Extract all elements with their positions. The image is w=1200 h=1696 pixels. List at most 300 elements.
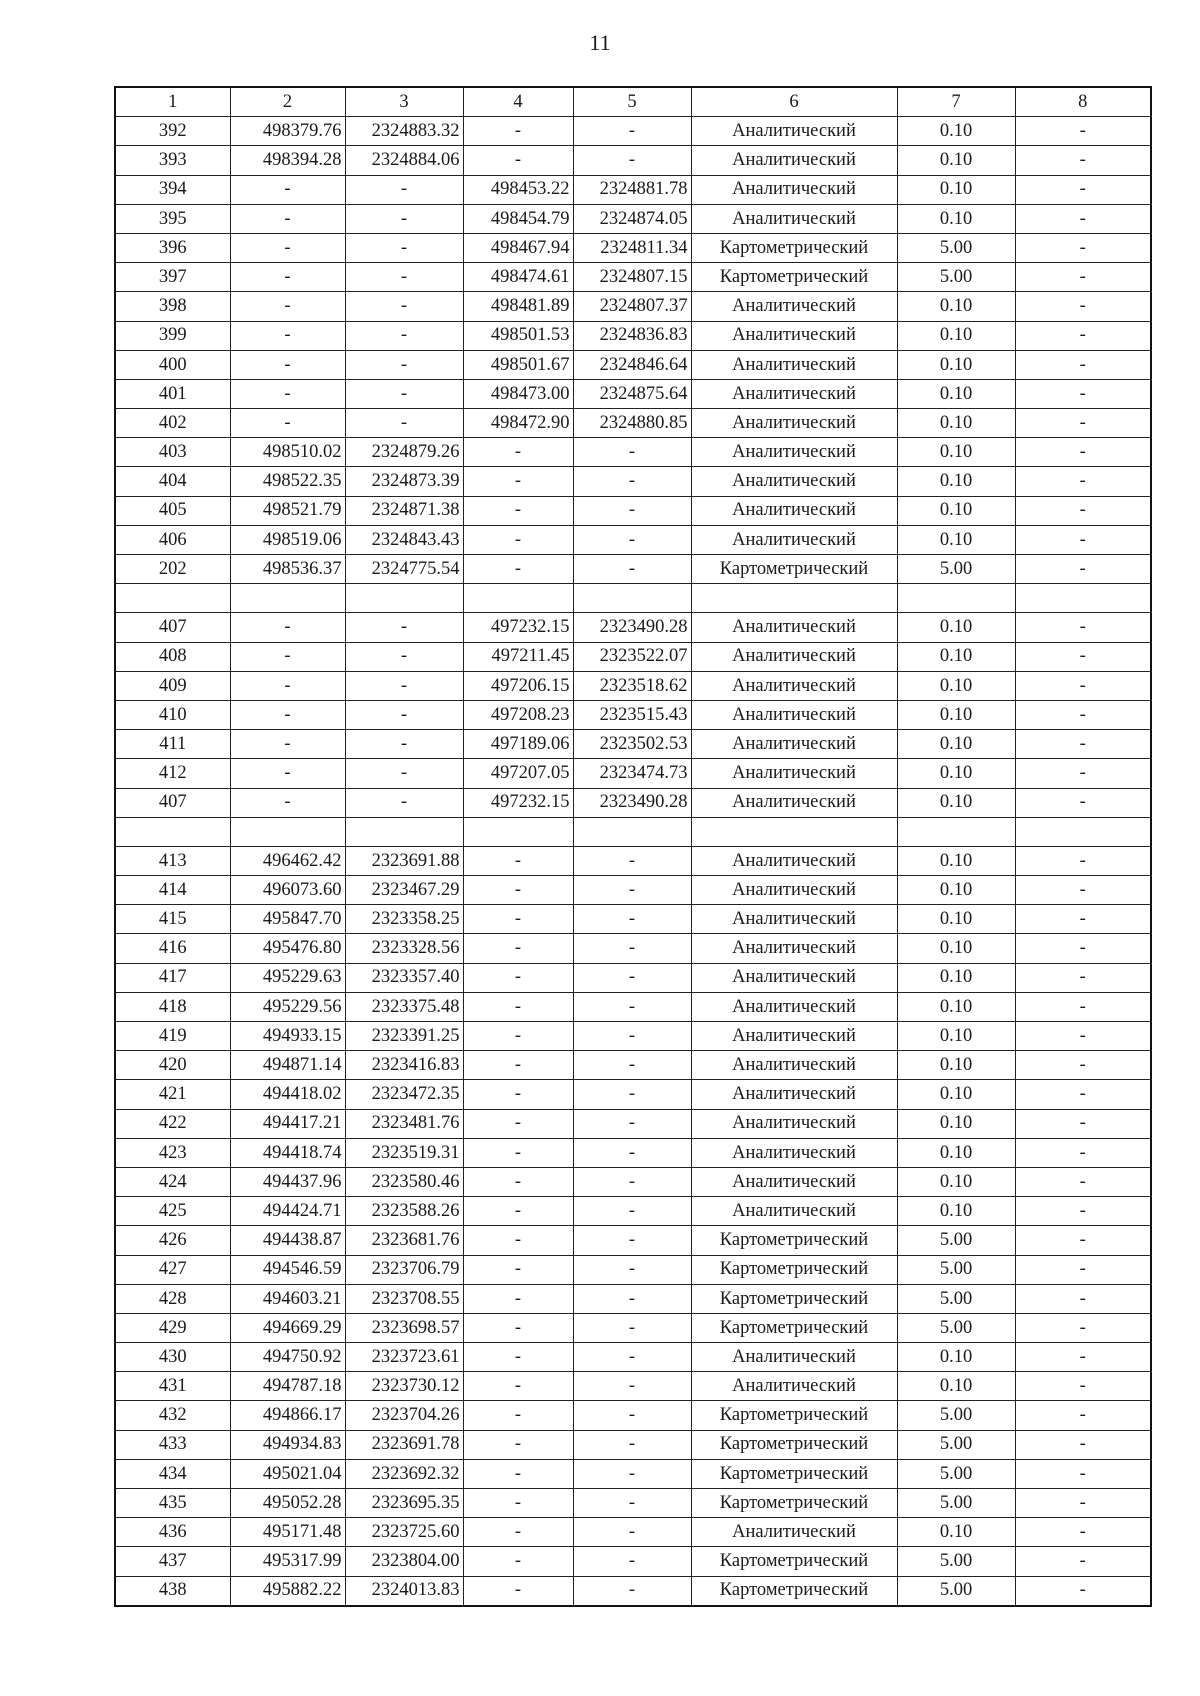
cell-x-coord-existing: 495317.99 (230, 1547, 345, 1576)
cell-accuracy (897, 584, 1015, 613)
cell-x-coord-new: - (463, 876, 573, 905)
cell-method: Аналитический (691, 438, 897, 467)
cell-description: - (1015, 1547, 1151, 1576)
cell-y-coord-existing: 2323730.12 (345, 1372, 463, 1401)
cell-x-coord-new: - (463, 525, 573, 554)
cell-description: - (1015, 730, 1151, 759)
cell-y-coord-new: - (573, 438, 691, 467)
cell-accuracy: 0.10 (897, 642, 1015, 671)
table-row (115, 1430, 1151, 1459)
cell-description: - (1015, 1518, 1151, 1547)
cell-method: Аналитический (691, 204, 897, 233)
table-row (115, 613, 1151, 642)
cell-x-coord-existing: 498521.79 (230, 496, 345, 525)
cell-x-coord-existing: 494418.02 (230, 1080, 345, 1109)
cell-accuracy: 0.10 (897, 905, 1015, 934)
cell-point-number: 418 (115, 992, 230, 1021)
table-row (115, 467, 1151, 496)
cell-y-coord-new: 2323515.43 (573, 700, 691, 729)
cell-x-coord-existing: - (230, 788, 345, 817)
cell-point-number: 395 (115, 204, 230, 233)
table-row (115, 788, 1151, 817)
cell-description: - (1015, 146, 1151, 175)
cell-point-number: 202 (115, 555, 230, 584)
cell-accuracy: 0.10 (897, 613, 1015, 642)
cell-y-coord-existing: 2324871.38 (345, 496, 463, 525)
cell-description: - (1015, 1576, 1151, 1606)
table-row (115, 292, 1151, 321)
cell-accuracy: 0.10 (897, 496, 1015, 525)
cell-y-coord-existing: - (345, 233, 463, 262)
cell-x-coord-existing: 495847.70 (230, 905, 345, 934)
cell-x-coord-existing: 494417.21 (230, 1109, 345, 1138)
cell-accuracy: 0.10 (897, 1518, 1015, 1547)
cell-point-number: 406 (115, 525, 230, 554)
cell-description: - (1015, 671, 1151, 700)
cell-y-coord-new: - (573, 1313, 691, 1342)
table-row (115, 233, 1151, 262)
cell-point-number: 415 (115, 905, 230, 934)
cell-x-coord-new (463, 817, 573, 846)
cell-y-coord-new: 2324807.15 (573, 263, 691, 292)
cell-description: - (1015, 788, 1151, 817)
cell-x-coord-new (463, 584, 573, 613)
cell-y-coord-existing: - (345, 379, 463, 408)
table-body (115, 87, 1151, 1606)
cell-point-number: 430 (115, 1343, 230, 1372)
cell-method: Картометрический (691, 1401, 897, 1430)
cell-y-coord-existing: 2324879.26 (345, 438, 463, 467)
cell-y-coord-new: - (573, 963, 691, 992)
cell-y-coord-existing (345, 584, 463, 613)
cell-method: Аналитический (691, 1167, 897, 1196)
cell-description: - (1015, 1022, 1151, 1051)
cell-accuracy: 0.10 (897, 671, 1015, 700)
table-row (115, 1313, 1151, 1342)
cell-x-coord-new: - (463, 1343, 573, 1372)
cell-x-coord-existing: 498379.76 (230, 117, 345, 146)
cell-accuracy: 0.10 (897, 1138, 1015, 1167)
cell-x-coord-existing: - (230, 613, 345, 642)
cell-method: Аналитический (691, 700, 897, 729)
cell-x-coord-new: - (463, 1459, 573, 1488)
cell-method: Картометрический (691, 1430, 897, 1459)
cell-method: Аналитический (691, 846, 897, 875)
cell-y-coord-new: - (573, 1372, 691, 1401)
cell-method: Картометрический (691, 1459, 897, 1488)
cell-x-coord-existing: - (230, 175, 345, 204)
cell-description (1015, 584, 1151, 613)
cell-x-coord-existing: - (230, 233, 345, 262)
cell-x-coord-existing: 494933.15 (230, 1022, 345, 1051)
cell-description: - (1015, 1255, 1151, 1284)
cell-accuracy: 0.10 (897, 1022, 1015, 1051)
cell-y-coord-new: - (573, 846, 691, 875)
cell-description: - (1015, 1080, 1151, 1109)
cell-accuracy: 0.10 (897, 438, 1015, 467)
cell-y-coord-existing: 2324884.06 (345, 146, 463, 175)
cell-y-coord-existing: - (345, 204, 463, 233)
cell-y-coord-existing: 2323691.78 (345, 1430, 463, 1459)
cell-description: - (1015, 1313, 1151, 1342)
cell-description: - (1015, 1430, 1151, 1459)
cell-description: - (1015, 409, 1151, 438)
cell-x-coord-new: - (463, 1255, 573, 1284)
cell-point-number: 404 (115, 467, 230, 496)
cell-point-number: 400 (115, 350, 230, 379)
cell-y-coord-new: - (573, 876, 691, 905)
cell-x-coord-existing: 495229.56 (230, 992, 345, 1021)
cell-method: Картометрический (691, 1547, 897, 1576)
cell-accuracy: 0.10 (897, 175, 1015, 204)
cell-point-number: 412 (115, 759, 230, 788)
cell-accuracy: 0.10 (897, 876, 1015, 905)
cell-accuracy: 0.10 (897, 525, 1015, 554)
cell-description: - (1015, 1343, 1151, 1372)
cell-x-coord-new: - (463, 1167, 573, 1196)
cell-accuracy: 0.10 (897, 788, 1015, 817)
cell-x-coord-existing: 498536.37 (230, 555, 345, 584)
cell-point-number: 428 (115, 1284, 230, 1313)
cell-x-coord-existing: 494424.71 (230, 1197, 345, 1226)
cell-accuracy: 0.10 (897, 117, 1015, 146)
cell-point-number: 413 (115, 846, 230, 875)
cell-x-coord-existing: 494603.21 (230, 1284, 345, 1313)
cell-accuracy: 5.00 (897, 1459, 1015, 1488)
cell-point-number: 426 (115, 1226, 230, 1255)
cell-x-coord-existing: 494934.83 (230, 1430, 345, 1459)
cell-accuracy: 5.00 (897, 1547, 1015, 1576)
cell-method: Аналитический (691, 1197, 897, 1226)
cell-y-coord-existing: 2324843.43 (345, 525, 463, 554)
cell-description: - (1015, 555, 1151, 584)
cell-y-coord-existing: - (345, 613, 463, 642)
table-row (115, 1197, 1151, 1226)
cell-point-number: 433 (115, 1430, 230, 1459)
cell-accuracy (897, 817, 1015, 846)
table-row (115, 1022, 1151, 1051)
cell-y-coord-existing: 2324873.39 (345, 467, 463, 496)
cell-y-coord-new: 2324811.34 (573, 233, 691, 262)
cell-point-number: 431 (115, 1372, 230, 1401)
column-header-x-coord-existing: 2 (230, 87, 345, 117)
cell-y-coord-new: 2323518.62 (573, 671, 691, 700)
cell-y-coord-existing: 2323467.29 (345, 876, 463, 905)
cell-y-coord-existing: - (345, 350, 463, 379)
cell-y-coord-existing: 2323328.56 (345, 934, 463, 963)
cell-y-coord-existing: - (345, 292, 463, 321)
cell-x-coord-existing: - (230, 700, 345, 729)
cell-x-coord-existing: - (230, 642, 345, 671)
cell-x-coord-new: - (463, 1372, 573, 1401)
table-separator-row (115, 584, 1151, 613)
cell-point-number: 399 (115, 321, 230, 350)
cell-y-coord-existing: - (345, 788, 463, 817)
cell-description: - (1015, 1109, 1151, 1138)
cell-method: Картометрический (691, 555, 897, 584)
cell-y-coord-existing: 2323725.60 (345, 1518, 463, 1547)
cell-y-coord-new: 2324881.78 (573, 175, 691, 204)
cell-x-coord-new: - (463, 934, 573, 963)
cell-y-coord-existing: 2323481.76 (345, 1109, 463, 1138)
cell-point-number: 403 (115, 438, 230, 467)
cell-x-coord-existing: 498519.06 (230, 525, 345, 554)
cell-point-number: 434 (115, 1459, 230, 1488)
cell-x-coord-existing: 494438.87 (230, 1226, 345, 1255)
table-row (115, 263, 1151, 292)
cell-y-coord-new: - (573, 1430, 691, 1459)
cell-y-coord-existing: 2323588.26 (345, 1197, 463, 1226)
cell-x-coord-new: - (463, 117, 573, 146)
cell-description: - (1015, 117, 1151, 146)
table-row (115, 1343, 1151, 1372)
cell-point-number: 432 (115, 1401, 230, 1430)
cell-x-coord-new: - (463, 146, 573, 175)
table-row (115, 1226, 1151, 1255)
table-row (115, 175, 1151, 204)
cell-point-number: 422 (115, 1109, 230, 1138)
cell-x-coord-new: - (463, 905, 573, 934)
cell-point-number: 438 (115, 1576, 230, 1606)
cell-y-coord-new: - (573, 1459, 691, 1488)
cell-description: - (1015, 846, 1151, 875)
cell-x-coord-existing: 495021.04 (230, 1459, 345, 1488)
cell-x-coord-existing: 495476.80 (230, 934, 345, 963)
cell-y-coord-existing: 2323704.26 (345, 1401, 463, 1430)
cell-method: Аналитический (691, 642, 897, 671)
cell-x-coord-new: 498453.22 (463, 175, 573, 204)
cell-x-coord-new: - (463, 846, 573, 875)
cell-description: - (1015, 379, 1151, 408)
cell-point-number: 393 (115, 146, 230, 175)
cell-point-number: 397 (115, 263, 230, 292)
cell-method: Аналитический (691, 759, 897, 788)
cell-method: Аналитический (691, 1518, 897, 1547)
cell-accuracy: 5.00 (897, 1284, 1015, 1313)
cell-x-coord-existing: 498522.35 (230, 467, 345, 496)
cell-point-number: 408 (115, 642, 230, 671)
cell-method: Аналитический (691, 292, 897, 321)
cell-accuracy: 0.10 (897, 409, 1015, 438)
cell-x-coord-existing: - (230, 671, 345, 700)
cell-x-coord-new: - (463, 1051, 573, 1080)
cell-point-number: 394 (115, 175, 230, 204)
cell-point-number: 405 (115, 496, 230, 525)
cell-x-coord-existing: - (230, 409, 345, 438)
cell-y-coord-existing: 2323472.35 (345, 1080, 463, 1109)
cell-method: Аналитический (691, 1051, 897, 1080)
cell-accuracy: 5.00 (897, 555, 1015, 584)
table-row (115, 321, 1151, 350)
cell-y-coord-existing: 2323681.76 (345, 1226, 463, 1255)
cell-accuracy: 0.10 (897, 1372, 1015, 1401)
cell-description: - (1015, 934, 1151, 963)
table-row (115, 1372, 1151, 1401)
cell-accuracy: 0.10 (897, 1051, 1015, 1080)
cell-y-coord-new: - (573, 1284, 691, 1313)
cell-point-number: 421 (115, 1080, 230, 1109)
cell-method: Картометрический (691, 1226, 897, 1255)
cell-x-coord-new: - (463, 1576, 573, 1606)
cell-y-coord-existing: 2323691.88 (345, 846, 463, 875)
cell-y-coord-existing: 2323692.32 (345, 1459, 463, 1488)
cell-method: Аналитический (691, 963, 897, 992)
cell-method: Аналитический (691, 1138, 897, 1167)
cell-accuracy: 0.10 (897, 1109, 1015, 1138)
cell-x-coord-existing: 494546.59 (230, 1255, 345, 1284)
cell-method: Аналитический (691, 992, 897, 1021)
cell-point-number: 401 (115, 379, 230, 408)
cell-description: - (1015, 1401, 1151, 1430)
cell-y-coord-new: 2324874.05 (573, 204, 691, 233)
table-row (115, 1167, 1151, 1196)
table-row (115, 555, 1151, 584)
cell-y-coord-new: - (573, 1489, 691, 1518)
cell-accuracy: 0.10 (897, 1080, 1015, 1109)
cell-x-coord-existing: 494437.96 (230, 1167, 345, 1196)
cell-y-coord-new: - (573, 555, 691, 584)
cell-x-coord-new: 498474.61 (463, 263, 573, 292)
cell-method: Аналитический (691, 1109, 897, 1138)
cell-description: - (1015, 321, 1151, 350)
cell-y-coord-existing: 2323804.00 (345, 1547, 463, 1576)
cell-y-coord-new (573, 584, 691, 613)
cell-method: Аналитический (691, 146, 897, 175)
cell-accuracy: 5.00 (897, 1313, 1015, 1342)
cell-x-coord-new: 497189.06 (463, 730, 573, 759)
cell-x-coord-new: - (463, 1547, 573, 1576)
cell-x-coord-new: - (463, 1518, 573, 1547)
cell-y-coord-existing: 2323519.31 (345, 1138, 463, 1167)
cell-method: Аналитический (691, 876, 897, 905)
cell-x-coord-existing: 494669.29 (230, 1313, 345, 1342)
cell-x-coord-new: - (463, 1022, 573, 1051)
cell-x-coord-existing: 495882.22 (230, 1576, 345, 1606)
cell-accuracy: 5.00 (897, 1430, 1015, 1459)
cell-point-number: 420 (115, 1051, 230, 1080)
cell-x-coord-new: 497206.15 (463, 671, 573, 700)
cell-y-coord-new: - (573, 1576, 691, 1606)
cell-point-number: 411 (115, 730, 230, 759)
cell-description: - (1015, 613, 1151, 642)
page-number: 11 (589, 30, 611, 55)
coordinates-table (114, 86, 1152, 1607)
cell-x-coord-existing: 495229.63 (230, 963, 345, 992)
table-separator-row (115, 817, 1151, 846)
cell-y-coord-new: - (573, 1343, 691, 1372)
cell-x-coord-new: - (463, 1226, 573, 1255)
table-row (115, 905, 1151, 934)
cell-point-number: 427 (115, 1255, 230, 1284)
cell-x-coord-existing: 498394.28 (230, 146, 345, 175)
cell-description: - (1015, 263, 1151, 292)
cell-y-coord-new: - (573, 905, 691, 934)
cell-accuracy: 0.10 (897, 1343, 1015, 1372)
cell-y-coord-existing: - (345, 321, 463, 350)
table-row (115, 204, 1151, 233)
cell-x-coord-new: - (463, 1080, 573, 1109)
cell-point-number: 436 (115, 1518, 230, 1547)
table-row (115, 642, 1151, 671)
cell-y-coord-existing: 2324775.54 (345, 555, 463, 584)
cell-accuracy: 0.10 (897, 846, 1015, 875)
cell-x-coord-new: - (463, 1401, 573, 1430)
cell-accuracy: 0.10 (897, 292, 1015, 321)
cell-method: Аналитический (691, 671, 897, 700)
cell-y-coord-new: 2323502.53 (573, 730, 691, 759)
cell-x-coord-new: - (463, 438, 573, 467)
cell-accuracy: 5.00 (897, 1226, 1015, 1255)
cell-x-coord-new: - (463, 1138, 573, 1167)
table-row (115, 1284, 1151, 1313)
cell-x-coord-existing: - (230, 350, 345, 379)
cell-method: Аналитический (691, 525, 897, 554)
table-row (115, 379, 1151, 408)
cell-y-coord-existing: 2323695.35 (345, 1489, 463, 1518)
table-row (115, 496, 1151, 525)
cell-y-coord-existing: 2323706.79 (345, 1255, 463, 1284)
cell-y-coord-existing: 2323358.25 (345, 905, 463, 934)
cell-accuracy: 0.10 (897, 700, 1015, 729)
cell-y-coord-new: - (573, 1401, 691, 1430)
cell-x-coord-existing: - (230, 730, 345, 759)
column-header-description: 8 (1015, 87, 1151, 117)
cell-x-coord-existing: 495052.28 (230, 1489, 345, 1518)
cell-point-number: 424 (115, 1167, 230, 1196)
cell-point-number: 435 (115, 1489, 230, 1518)
cell-method: Картометрический (691, 263, 897, 292)
cell-y-coord-existing: 2323391.25 (345, 1022, 463, 1051)
cell-accuracy: 0.10 (897, 963, 1015, 992)
table-row (115, 1489, 1151, 1518)
column-header-point-number: 1 (115, 87, 230, 117)
cell-point-number: 416 (115, 934, 230, 963)
cell-y-coord-new: - (573, 1255, 691, 1284)
cell-method: Аналитический (691, 1080, 897, 1109)
cell-x-coord-new: - (463, 1109, 573, 1138)
cell-x-coord-new: - (463, 555, 573, 584)
cell-description: - (1015, 1284, 1151, 1313)
cell-y-coord-new: - (573, 525, 691, 554)
cell-x-coord-new: - (463, 1489, 573, 1518)
cell-x-coord-new: - (463, 1197, 573, 1226)
cell-method: Аналитический (691, 496, 897, 525)
cell-y-coord-existing (345, 817, 463, 846)
cell-description: - (1015, 525, 1151, 554)
cell-method: Аналитический (691, 175, 897, 204)
cell-x-coord-new: 498473.00 (463, 379, 573, 408)
cell-description: - (1015, 496, 1151, 525)
cell-y-coord-existing: 2323698.57 (345, 1313, 463, 1342)
table-row (115, 963, 1151, 992)
cell-point-number: 402 (115, 409, 230, 438)
cell-y-coord-new: - (573, 992, 691, 1021)
cell-x-coord-new: 498454.79 (463, 204, 573, 233)
cell-x-coord-new: - (463, 992, 573, 1021)
cell-x-coord-existing: 496073.60 (230, 876, 345, 905)
column-header-y-coord-existing: 3 (345, 87, 463, 117)
cell-method: Аналитический (691, 613, 897, 642)
cell-point-number: 419 (115, 1022, 230, 1051)
table-row (115, 846, 1151, 875)
cell-y-coord-existing: 2323375.48 (345, 992, 463, 1021)
cell-description: - (1015, 1197, 1151, 1226)
cell-accuracy: 5.00 (897, 1401, 1015, 1430)
cell-y-coord-new: 2324880.85 (573, 409, 691, 438)
table-row (115, 934, 1151, 963)
cell-y-coord-new: 2323474.73 (573, 759, 691, 788)
cell-x-coord-existing: 494787.18 (230, 1372, 345, 1401)
